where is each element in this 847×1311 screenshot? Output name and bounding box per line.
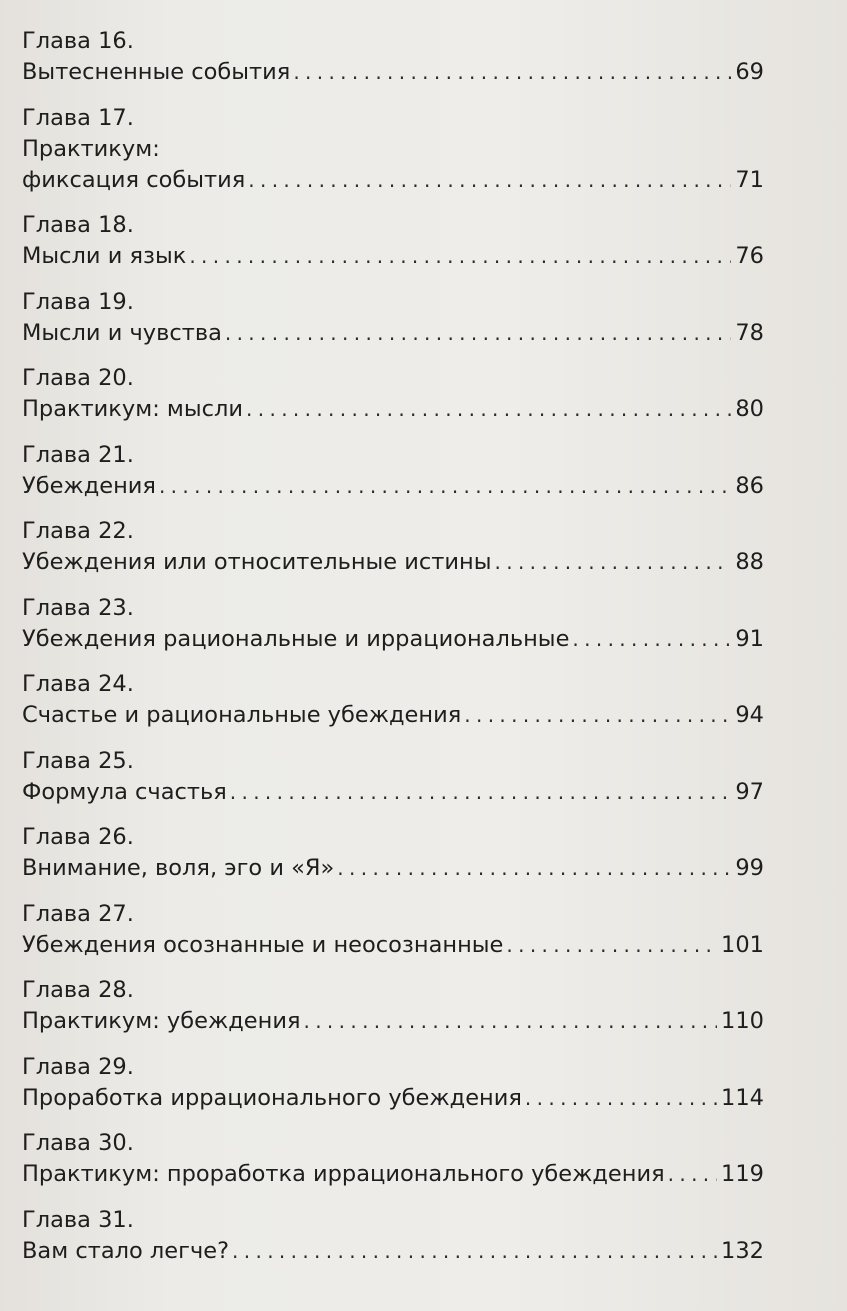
page-number: 88 xyxy=(735,549,764,575)
dot-leader xyxy=(293,57,731,88)
dot-leader xyxy=(189,241,731,272)
page-number: 99 xyxy=(735,855,764,881)
chapter-number: Глава 17. xyxy=(22,104,134,131)
chapter-title-row xyxy=(22,853,764,884)
toc-entry xyxy=(22,103,764,196)
chapter-number: Глава 24. xyxy=(22,671,134,697)
chapter-title: Вытесненные события xyxy=(22,59,291,85)
page-number: 114 xyxy=(721,1084,764,1111)
chapter-title-row xyxy=(22,471,764,502)
dot-leader xyxy=(506,930,717,961)
table-of-contents xyxy=(22,26,764,1281)
toc-entry xyxy=(22,1128,764,1190)
chapter-title-row xyxy=(22,624,764,655)
dot-leader xyxy=(225,318,731,349)
page-number: 86 xyxy=(735,472,764,499)
dot-leader xyxy=(159,471,731,502)
chapter-title-row xyxy=(22,547,764,578)
page-number: 132 xyxy=(721,1237,764,1264)
chapter-title: Формула счастья xyxy=(22,778,227,805)
toc-entry xyxy=(22,822,764,884)
toc-entry xyxy=(22,287,764,349)
chapter-number: Глава 30. xyxy=(22,1130,134,1156)
dot-leader xyxy=(246,394,731,425)
chapter-title-row xyxy=(22,165,764,196)
dot-leader xyxy=(337,853,731,884)
chapter-number: Глава 16. xyxy=(22,28,134,54)
chapter-title-row xyxy=(22,1006,764,1037)
chapter-title-row xyxy=(22,1236,764,1267)
chapter-number: Глава 23. xyxy=(22,594,134,621)
chapter-title: Убеждения xyxy=(22,472,156,499)
page-number: 119 xyxy=(721,1161,764,1187)
dot-leader xyxy=(304,1006,718,1037)
dot-leader xyxy=(572,624,731,655)
chapter-title-row xyxy=(22,1159,764,1190)
toc-entry xyxy=(22,1052,764,1114)
chapter-title-row xyxy=(22,241,764,272)
chapter-title: Мысли и язык xyxy=(22,243,187,269)
page-number: 69 xyxy=(735,59,764,85)
toc-entry xyxy=(22,669,764,731)
chapter-title: Вам стало легче? xyxy=(22,1237,230,1264)
dot-leader xyxy=(464,700,731,731)
toc-entry xyxy=(22,746,764,808)
page-number: 110 xyxy=(721,1008,764,1034)
chapter-number: Глава 28. xyxy=(22,977,134,1003)
chapter-title-row xyxy=(22,777,764,808)
chapter-number: Глава 22. xyxy=(22,518,134,544)
chapter-title-row xyxy=(22,700,764,731)
chapter-number: Глава 21. xyxy=(22,441,134,468)
chapter-title: Мысли и чувства xyxy=(22,319,222,346)
chapter-title-row xyxy=(22,318,764,349)
page-number: 101 xyxy=(721,931,764,958)
chapter-number: Глава 31. xyxy=(22,1206,134,1233)
page-number: 94 xyxy=(735,702,764,728)
toc-entry xyxy=(22,26,764,88)
chapter-title: Убеждения или относительные истины xyxy=(22,549,492,575)
toc-entry xyxy=(22,440,764,502)
chapter-number: Глава 29. xyxy=(22,1053,134,1080)
chapter-title: Практикум: мысли xyxy=(22,396,244,422)
chapter-number: Глава 20. xyxy=(22,365,134,391)
chapter-title-row xyxy=(22,930,764,961)
chapter-title: Проработка иррационального убеждения xyxy=(22,1084,522,1111)
chapter-title-row xyxy=(22,1083,764,1114)
toc-entry xyxy=(22,899,764,961)
chapter-number: Глава 26. xyxy=(22,824,134,850)
chapter-title-row xyxy=(22,57,764,88)
toc-entry xyxy=(22,975,764,1037)
dot-leader xyxy=(230,777,732,808)
toc-entry xyxy=(22,363,764,425)
chapter-title: Убеждения осознанные и неосознанные xyxy=(22,931,504,958)
chapter-title-row xyxy=(22,394,764,425)
dot-leader xyxy=(525,1083,717,1114)
chapter-number: Глава 19. xyxy=(22,288,134,315)
toc-entry xyxy=(22,210,764,272)
toc-entry xyxy=(22,1205,764,1267)
page-number: 76 xyxy=(735,243,764,269)
chapter-title-line: Практикум: xyxy=(22,135,160,162)
page-number: 71 xyxy=(735,166,764,193)
page-number: 80 xyxy=(735,396,764,422)
page-number: 97 xyxy=(735,778,764,805)
page-number: 78 xyxy=(735,319,764,346)
chapter-title: фиксация события xyxy=(22,166,246,193)
chapter-title: Практикум: убеждения xyxy=(22,1008,301,1034)
chapter-title: Внимание, воля, эго и «Я» xyxy=(22,855,335,881)
toc-entry xyxy=(22,516,764,578)
chapter-title: Практикум: проработка иррационального убеждения xyxy=(22,1161,665,1187)
chapter-title: Убеждения рациональные и иррациональные xyxy=(22,625,570,652)
dot-leader xyxy=(495,547,732,578)
toc-entry xyxy=(22,593,764,655)
chapter-number: Глава 18. xyxy=(22,212,134,238)
dot-leader xyxy=(248,165,731,196)
chapter-number: Глава 25. xyxy=(22,747,134,774)
chapter-title: Счастье и рациональные убеждения xyxy=(22,702,462,728)
chapter-number: Глава 27. xyxy=(22,900,134,927)
dot-leader xyxy=(668,1159,717,1190)
dot-leader xyxy=(232,1236,717,1267)
page-number: 91 xyxy=(735,625,764,652)
